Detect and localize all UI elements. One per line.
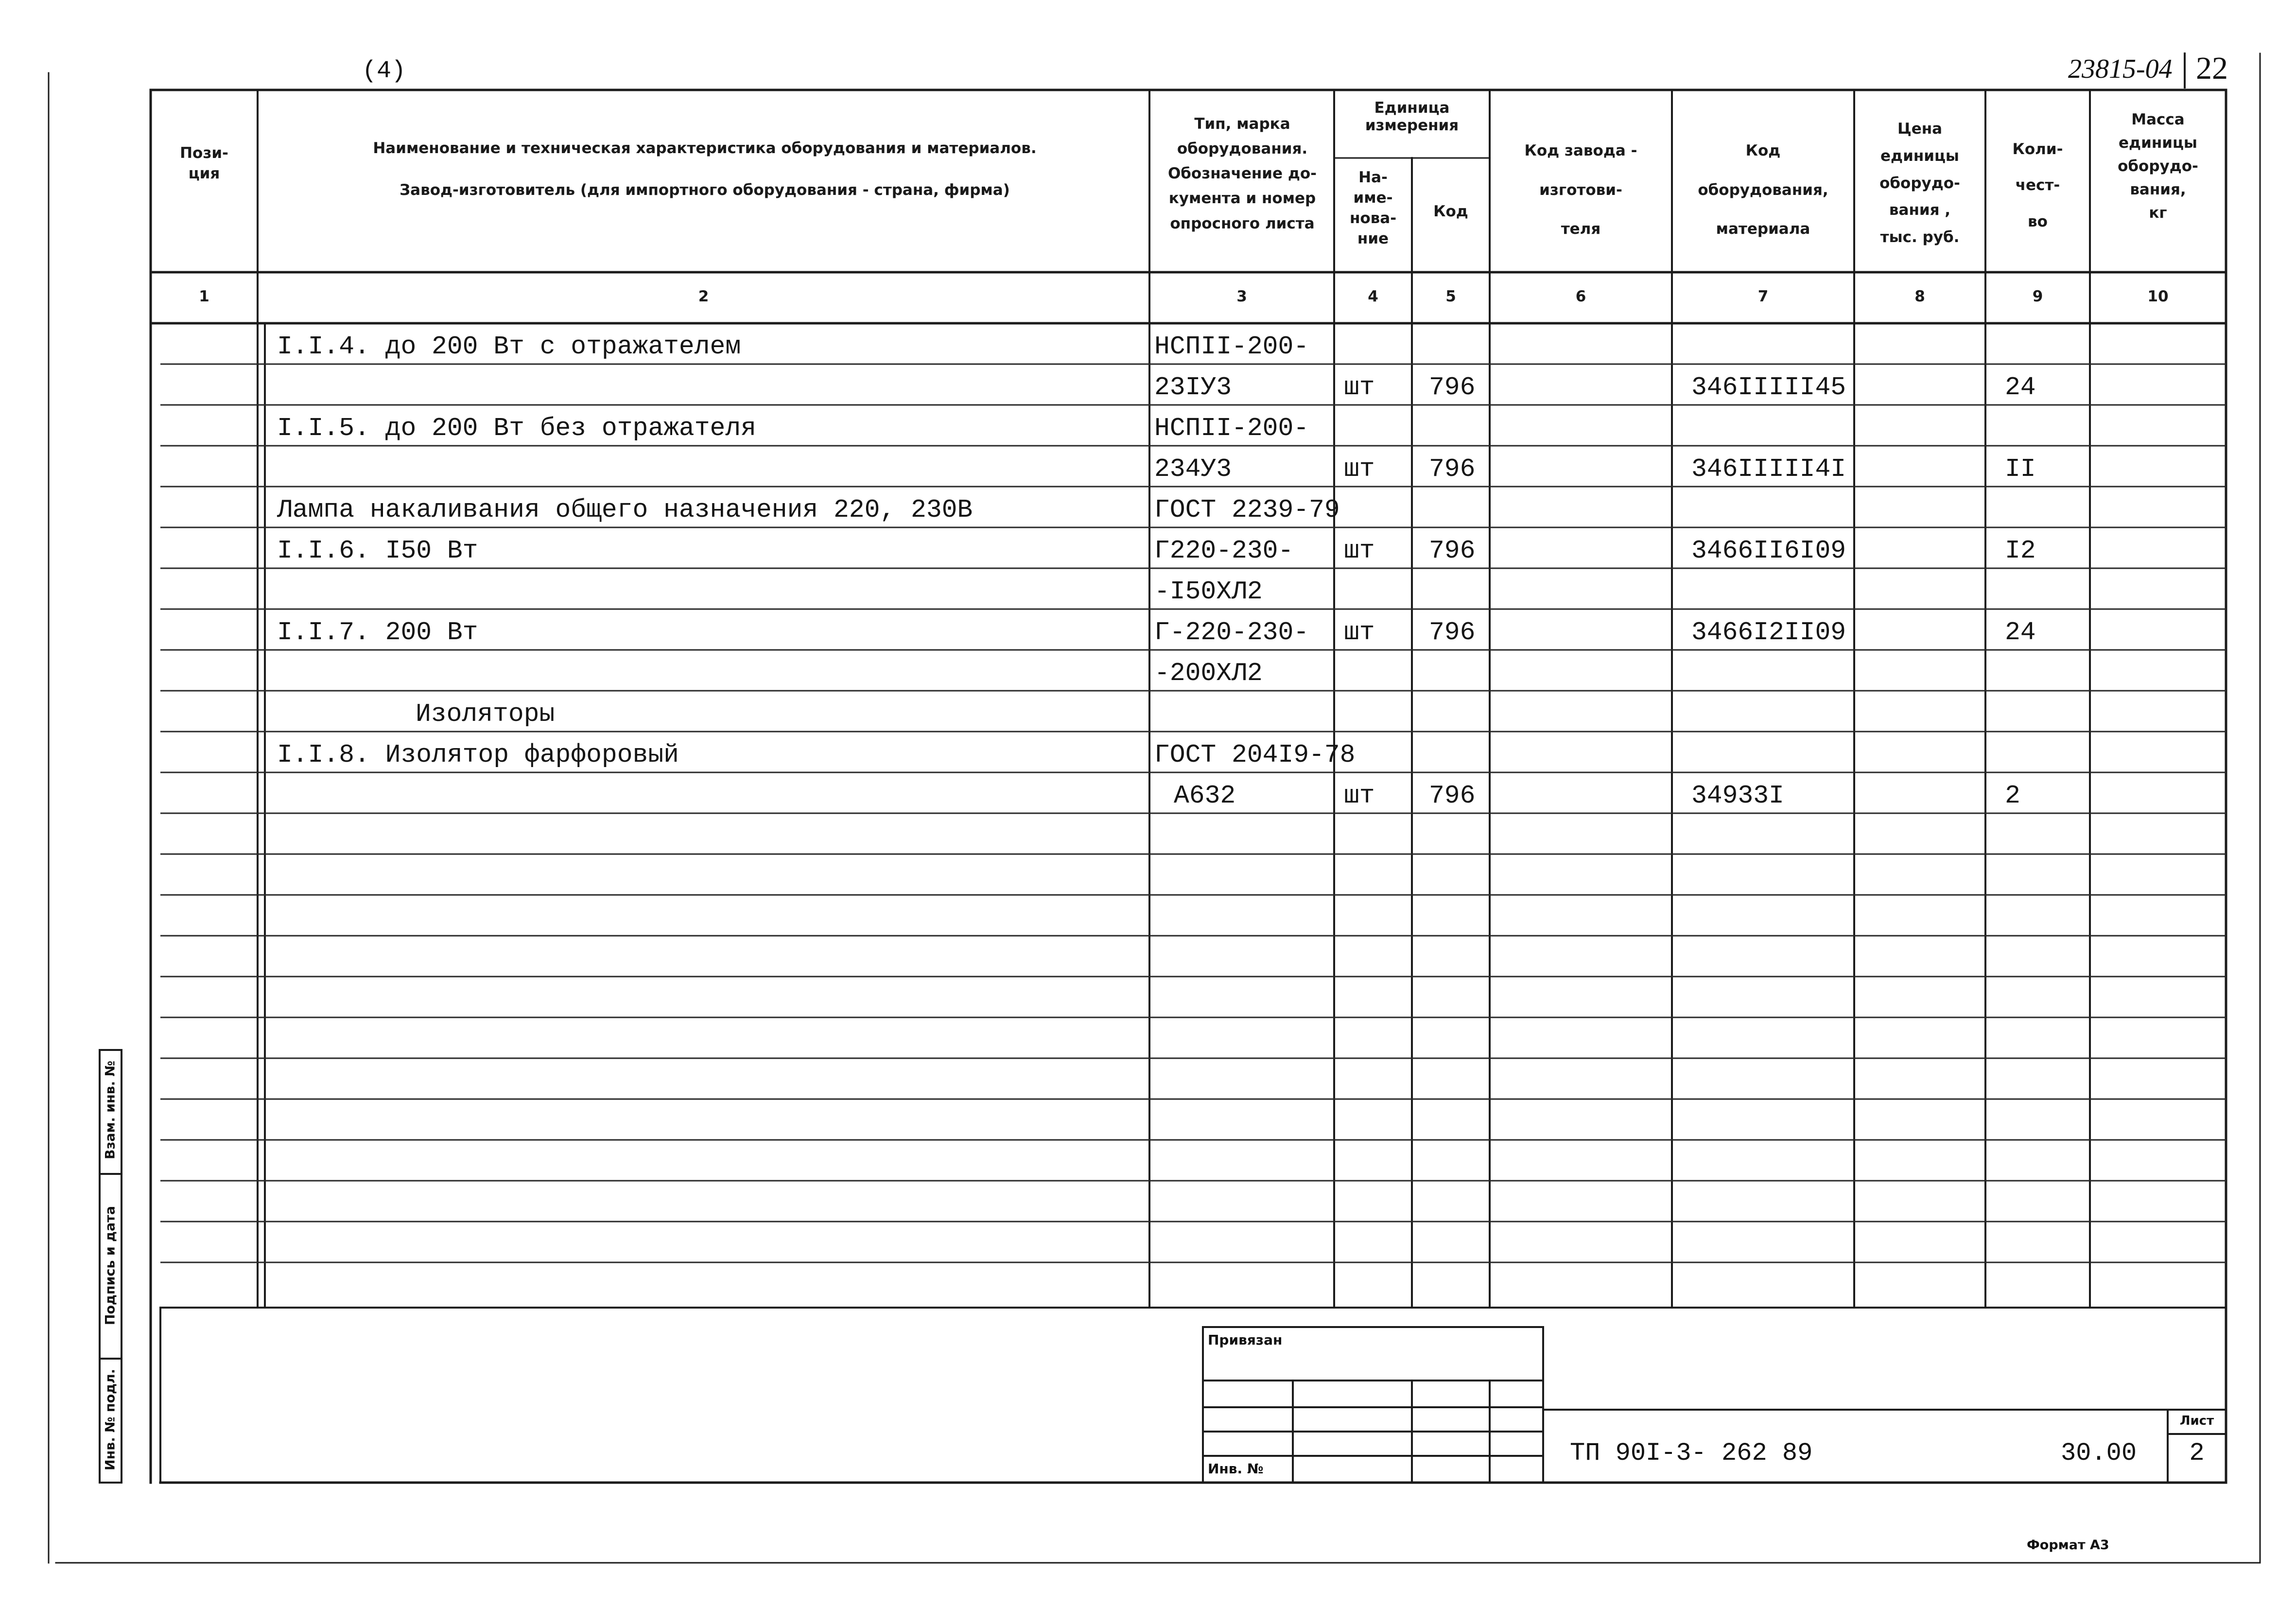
item-type: Г-220-230- xyxy=(1154,618,1309,647)
header-quantity: Коли- чест- во xyxy=(2012,140,2063,230)
item-name: I.I.6. I50 Вт xyxy=(277,536,478,565)
document-number: 23815-04 xyxy=(2068,54,2173,84)
item-type: ГОСТ 204I9-78 xyxy=(1154,740,1356,769)
column-number-7: 7 xyxy=(1757,288,1769,305)
item-unit: шт xyxy=(1344,454,1375,484)
item-unit-code: 796 xyxy=(1429,373,1476,402)
document-suffix: 30.00 xyxy=(2061,1439,2137,1468)
header-unit-name: На- име- нова- ние xyxy=(1349,169,1397,247)
header-type: Тип, марка оборудования. Обозначение до- кумента и номер опросного листа xyxy=(1167,115,1317,232)
header-position: Пози- ция xyxy=(180,144,228,182)
column-number-3: 3 xyxy=(1236,288,1247,305)
item-unit-code: 796 xyxy=(1429,536,1476,565)
item-unit-code: 796 xyxy=(1429,454,1476,484)
document-code: ТП 90I-3- 262 89 xyxy=(1570,1439,1813,1468)
item-unit: шт xyxy=(1344,536,1375,565)
item-type: 23IУ3 xyxy=(1154,373,1232,402)
item-type: ГОСТ 2239-79 xyxy=(1154,495,1340,524)
item-equipment-code: 34933I xyxy=(1691,781,1784,810)
item-type: Г220-230- xyxy=(1154,536,1294,565)
header-equipment-code: Код оборудования, материала xyxy=(1698,142,1828,238)
stamp-inv-label: Инв. № xyxy=(1208,1461,1264,1477)
sheet-number: 2 xyxy=(2189,1439,2205,1468)
item-unit: шт xyxy=(1344,618,1375,647)
item-equipment-code: 346IIIII4I xyxy=(1691,454,1846,484)
item-quantity: 2 xyxy=(2005,781,2020,810)
header-price: Цена единицы оборудо- вания , тыс. руб. xyxy=(1879,120,1960,246)
column-number-4: 4 xyxy=(1368,288,1378,305)
item-equipment-code: 346IIIII45 xyxy=(1691,373,1846,402)
page-marker: (4) xyxy=(362,57,406,85)
item-name: I.I.8. Изолятор фарфоровый xyxy=(277,740,679,769)
item-type: -200ХЛ2 xyxy=(1154,659,1263,688)
column-number-1: 1 xyxy=(199,288,209,305)
stamp-privyazan-label: Привязан xyxy=(1208,1332,1283,1348)
item-quantity: 24 xyxy=(2005,618,2036,647)
sheet-label: Лист xyxy=(2179,1414,2214,1428)
item-name: I.I.5. до 200 Вт без отражателя xyxy=(277,414,756,443)
item-type: -I50ХЛ2 xyxy=(1154,577,1263,606)
item-name: Изоляторы xyxy=(416,699,555,729)
item-quantity: I2 xyxy=(2005,536,2036,565)
item-type: НСПII-200- xyxy=(1154,332,1309,361)
header-name: Наименование и техническая характеристика оборудования и материалов. Завод-изготовитель (для импортного оборудования - страна, фирма) xyxy=(373,140,1037,199)
item-quantity: 24 xyxy=(2005,373,2036,402)
item-type: 234У3 xyxy=(1154,454,1232,484)
item-equipment-code: 3466I2II09 xyxy=(1691,618,1846,647)
column-number-5: 5 xyxy=(1445,288,1456,305)
item-type: НСПII-200- xyxy=(1154,414,1309,443)
column-number-6: 6 xyxy=(1575,288,1586,305)
item-type: А632 xyxy=(1174,781,1236,810)
format-label: Формат А3 xyxy=(2027,1538,2109,1553)
item-quantity: II xyxy=(2005,454,2036,484)
header-factory-code: Код завода - изготови- теля xyxy=(1524,142,1637,238)
side-stamp-original-inv: Инв. № подл. xyxy=(103,1369,118,1470)
column-number-9: 9 xyxy=(2032,288,2043,305)
header-mass: Масса единицы оборудо- вания, кг xyxy=(2118,111,2198,222)
item-name: I.I.7. 200 Вт xyxy=(277,618,478,647)
column-number-10: 10 xyxy=(2147,288,2169,305)
sheet-corner-number: 22 xyxy=(2196,51,2228,86)
item-unit: шт xyxy=(1344,373,1375,402)
item-name: I.I.4. до 200 Вт с отражателем xyxy=(277,332,741,361)
side-stamp-signature-date: Подпись и дата xyxy=(103,1206,118,1326)
column-number-2: 2 xyxy=(698,288,709,305)
item-name: Лампа накаливания общего назначения 220, 230В xyxy=(277,495,973,524)
side-stamp-replacement-inv: Взам. инв. № xyxy=(103,1061,118,1160)
column-number-8: 8 xyxy=(1914,288,1925,305)
item-unit-code: 796 xyxy=(1429,781,1476,810)
header-unit: Единица измерения xyxy=(1365,99,1459,134)
item-unit-code: 796 xyxy=(1429,618,1476,647)
header-unit-code: Код xyxy=(1433,203,1468,220)
item-unit: шт xyxy=(1344,781,1375,810)
item-equipment-code: 3466II6I09 xyxy=(1691,536,1846,565)
